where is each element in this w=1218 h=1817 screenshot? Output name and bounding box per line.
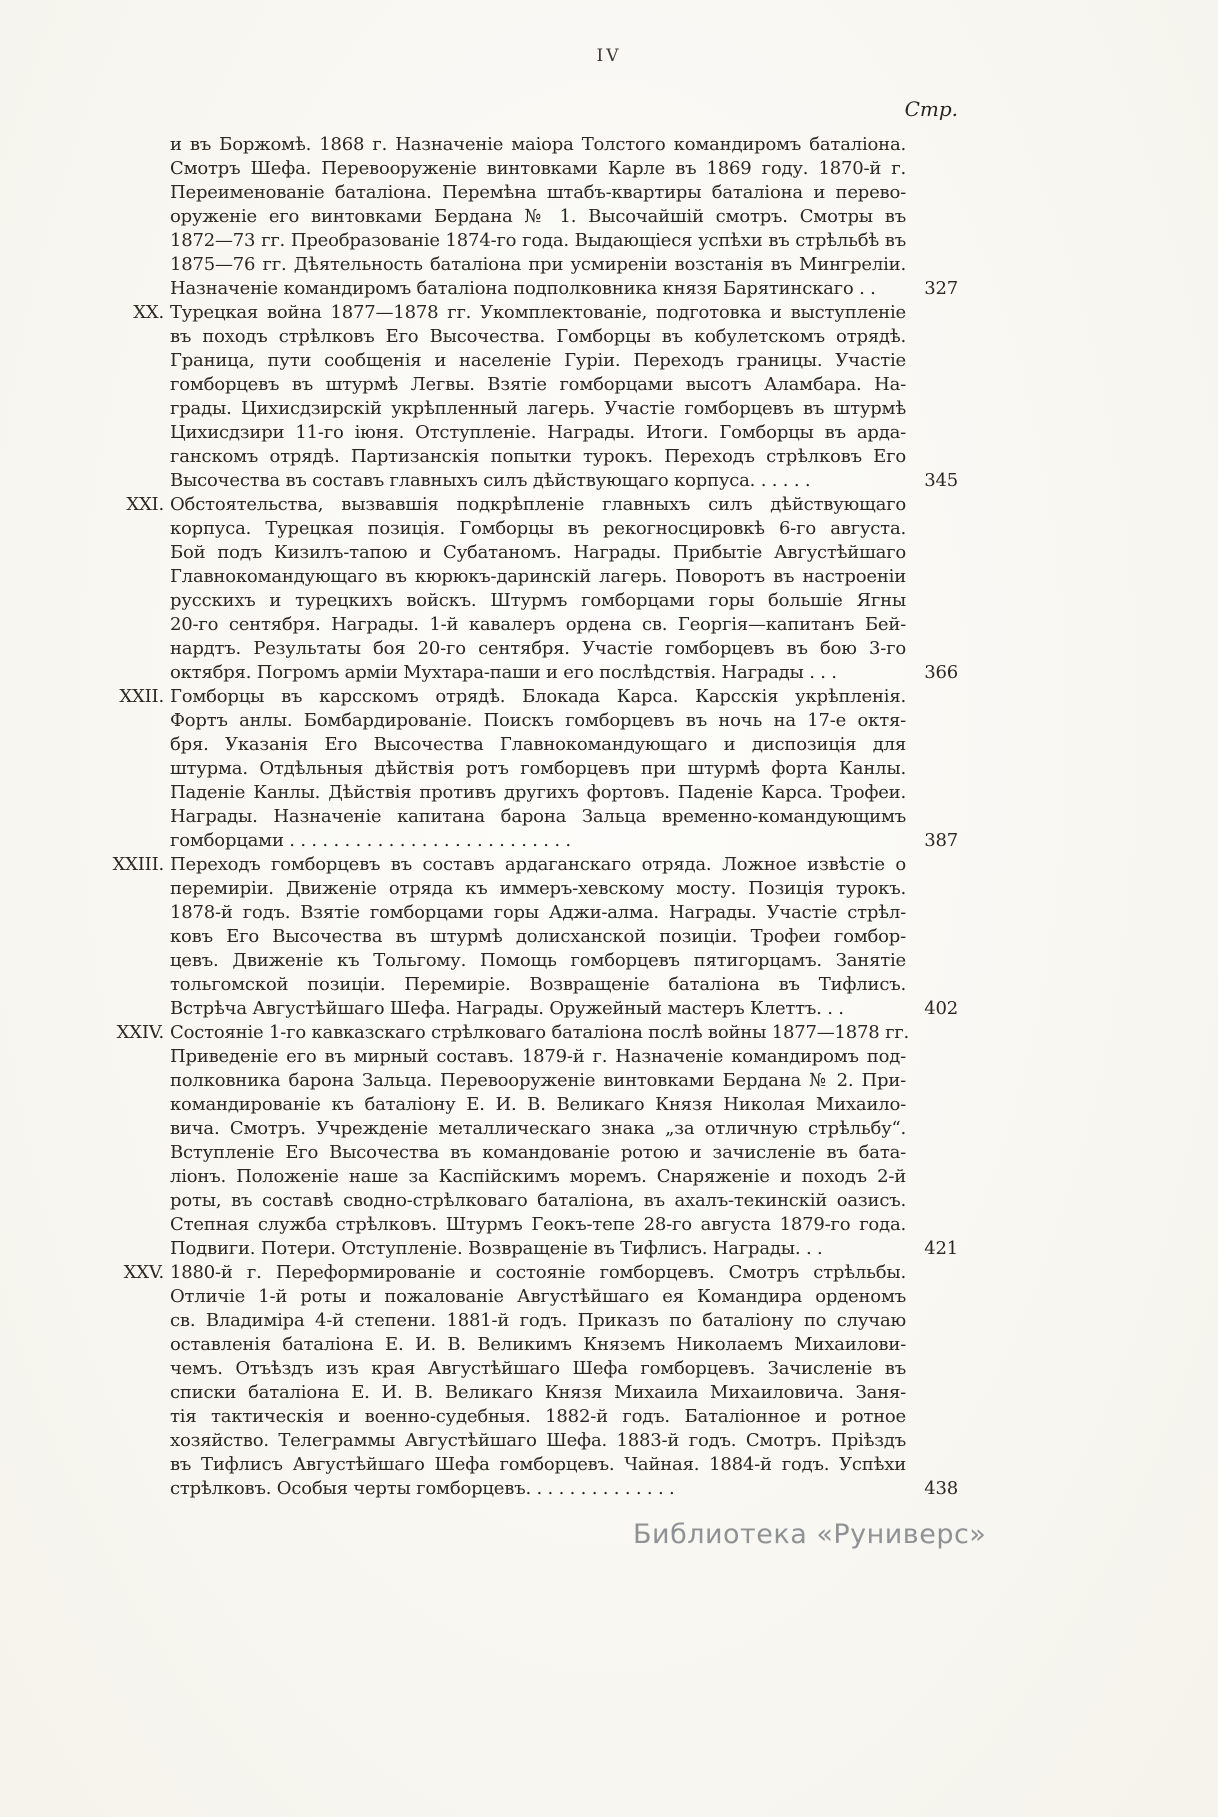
entry-line: ковъ Его Высочества въ штурмѣ долисханской позиціи. Трофеи гомбор- [170, 926, 906, 947]
entry-line: тольгомской позиціи. Перемиріе. Возвращеніе баталіона въ Тифлисъ. [170, 974, 906, 995]
page-column-header: Стр. [904, 97, 958, 121]
entry-line: Гомборцы въ карсскомъ отрядѣ. Блокада Карса. Карсскія укрѣпленія. [170, 686, 906, 707]
entry-lines [170, 493, 906, 685]
entry-line: 1878-й годъ. Взятіе гомборцами горы Аджи-алма. Награды. Участіе стрѣл- [170, 902, 906, 923]
chapter-numeral: XXI. [126, 494, 164, 515]
entry-line: хозяйство. Телеграммы Августѣйшаго Шефа. 1883-й годъ. Смотръ. Пріѣздъ [170, 1430, 906, 1451]
entry-line: ганскомъ отрядѣ. Партизанскія попытки турокъ. Переходъ стрѣлковъ Его [170, 446, 906, 467]
toc-entry [120, 493, 958, 685]
entry-page-number: 327 [924, 278, 958, 299]
entry-line: Подвиги. Потери. Отступленіе. Возвращеніе въ Тифлисъ. Награды. . . [170, 1238, 823, 1259]
folio-number: IV [596, 46, 622, 66]
entry-line: 1880-й г. Переформированіе и состояніе гомборцевъ. Смотръ стрѣльбы. [170, 1262, 906, 1283]
entry-line: 1875—76 гг. Дѣятельность баталіона при усмиреніи возстанія въ Мингреліи. [170, 254, 906, 275]
entry-line: русскихъ и турецкихъ войскъ. Штурмъ гомборцами горы большіе Ягны [170, 590, 906, 611]
entry-line: тія тактическія и военно-судебныя. 1882-й годъ. Баталіонное и ротное [170, 1406, 906, 1427]
chapter-numeral: XXIV. [116, 1022, 164, 1043]
chapter-numeral: XXIII. [112, 854, 164, 875]
entry-page-number: 438 [924, 1478, 958, 1499]
entry-line: гомборцами . . . . . . . . . . . . . . . . . . . . . . . . . . [170, 830, 571, 851]
entry-line: Паденіе Канлы. Дѣйствія противъ другихъ фортовъ. Паденіе Карса. Трофеи. [170, 782, 906, 803]
entry-line: Награды. Назначеніе капитана барона Зальца временно-командующимъ [170, 806, 906, 827]
entry-line: нардтъ. Результаты боя 20-го сентября. Участіе гомборцевъ въ бою 3-го [170, 638, 906, 659]
entry-line: цевъ. Движеніе къ Тольгому. Помощь гомборцевъ пятигорцамъ. Занятіе [170, 950, 906, 971]
entry-lines [170, 301, 906, 493]
entry-line: Высочества въ составъ главныхъ силъ дѣйствующаго корпуса. . . . . . [170, 470, 811, 491]
entry-line: Смотръ Шефа. Перевооруженіе винтовками Карле въ 1869 году. 1870-й г. [170, 158, 906, 179]
entry-page-number: 345 [924, 470, 958, 491]
toc-entry [120, 685, 958, 853]
entry-line: 1872—73 гг. Преобразованіе 1874-го года. Выдающіеся успѣхи въ стрѣльбѣ въ [170, 230, 906, 251]
chapter-numeral: XX. [133, 302, 164, 323]
entry-line: Главнокомандующаго въ кюрюкъ-даринскій лагерь. Поворотъ въ настроеніи [170, 566, 906, 587]
entry-lines [170, 853, 906, 1021]
entry-line: св. Владиміра 4-й степени. 1881-й годъ. Приказъ по баталіону по случаю [170, 1310, 906, 1331]
entry-line: Турецкая война 1877—1878 гг. Укомплектованіе, подготовка и выступленіе [170, 302, 906, 323]
entry-line: стрѣлковъ. Особыя черты гомборцевъ. . . . . . . . . . . . . . [170, 1478, 675, 1499]
entry-line: полковника барона Зальца. Перевооруженіе винтовками Бердана № 2. При- [170, 1070, 906, 1091]
entry-line: ліонъ. Положеніе наше за Каспійскимъ моремъ. Снаряженіе и походъ 2-й [170, 1166, 906, 1187]
library-watermark: Библиотека «Руниверс» [633, 1519, 987, 1550]
entry-lines [170, 133, 906, 301]
entry-line: и въ Боржомѣ. 1868 г. Назначеніе маіора Толстого командиромъ баталіона. [170, 134, 906, 155]
entry-line: роты, въ составѣ сводно-стрѣлковаго баталіона, въ ахалъ-текинскій оазисъ. [170, 1190, 906, 1211]
table-of-contents [112, 133, 958, 1501]
entry-line: въ походъ стрѣлковъ Его Высочества. Гомборцы въ кобулетскомъ отрядѣ. [170, 326, 906, 347]
entry-line: Переходъ гомборцевъ въ составъ ардаганскаго отряда. Ложное извѣстіе о [170, 854, 906, 875]
toc-entry [116, 1021, 958, 1261]
entry-line: Цихисдзири 11-го іюня. Отступленіе. Награды. Итоги. Гомборцы въ арда- [170, 422, 906, 443]
entry-line: Граница, пути сообщенія и населеніе Гуріи. Переходъ границы. Участіе [170, 350, 906, 371]
entry-lines [170, 685, 906, 853]
entry-line: штурма. Отдѣльныя дѣйствія ротъ гомборцевъ при штурмѣ форта Канлы. [170, 758, 906, 779]
entry-line: вича. Смотръ. Учрежденіе металлическаго знака „за отличную стрѣльбу“. [170, 1118, 906, 1139]
entry-line: корпуса. Турецкая позиція. Гомборцы въ рекогносцировкѣ 6-го августа. [170, 518, 906, 539]
entry-line: Степная служба стрѣлковъ. Штурмъ Геокъ-тепе 28-го августа 1879-го года. [170, 1214, 906, 1235]
entry-line: Назначеніе командиромъ баталіона подполковника князя Барятинскаго . . [170, 278, 876, 299]
entry-line: Вступленіе Его Высочества въ командованіе ротою и зачисленіе въ бата- [170, 1142, 906, 1163]
entry-line: перемиріи. Движеніе отряда къ иммеръ-хевскому мосту. Позиція турокъ. [170, 878, 906, 899]
entry-line: командированіе къ баталіону Е. И. В. Великаго Князя Николая Михаило- [170, 1094, 906, 1115]
entry-lines [170, 1261, 906, 1501]
entry-line: Состояніе 1-го кавказскаго стрѣлковаго баталіона послѣ войны 1877—1878 гг. [170, 1022, 910, 1043]
entry-line: въ Тифлисъ Августѣйшаго Шефа гомборцевъ. Чайная. 1884-й годъ. Успѣхи [170, 1454, 906, 1475]
entry-line: Бой подъ Кизилъ-тапою и Субатаномъ. Награды. Прибытіе Августѣйшаго [170, 542, 906, 563]
entry-line: списки баталіона Е. И. В. Великаго Князя Михаила Михаиловича. Заня- [170, 1382, 906, 1403]
entry-page-number: 402 [924, 998, 958, 1019]
entry-line: грады. Цихисдзирскій укрѣпленный лагерь. Участіе гомборцевъ въ штурмѣ [170, 398, 906, 419]
toc-entry [120, 1261, 958, 1501]
toc-entry [120, 133, 958, 301]
toc-entry [112, 853, 958, 1021]
entry-line: Обстоятельства, вызвавшія подкрѣпленіе главныхъ силъ дѣйствующаго [170, 494, 906, 515]
toc-entry [120, 301, 958, 493]
entry-line: чемъ. Отъѣздъ изъ края Августѣйшаго Шефа гомборцевъ. Зачисленіе въ [170, 1358, 906, 1379]
entry-line: Отличіе 1-й роты и пожалованіе Августѣйшаго ея Командира орденомъ [170, 1286, 906, 1307]
entry-line: гомборцевъ въ штурмѣ Легвы. Взятіе гомборцами высотъ Аламбара. На- [170, 374, 906, 395]
entry-line: оруженіе его винтовками Бердана № 1. Высочайшій смотръ. Смотры въ [170, 206, 906, 227]
entry-line: Фортъ анлы. Бомбардированіе. Поискъ гомборцевъ въ ночь на 17-е октя- [170, 710, 906, 731]
entry-line: 20-го сентября. Награды. 1-й кавалеръ ордена св. Георгія—капитанъ Бей- [170, 614, 906, 635]
entry-lines [170, 1021, 910, 1261]
entry-page-number: 366 [924, 662, 958, 683]
entry-line: октября. Погромъ арміи Мухтара-паши и его послѣдствія. Награды . . . [170, 662, 837, 683]
entry-line: оставленія баталіона Е. И. В. Великимъ Княземъ Николаемъ Михаилови- [170, 1334, 906, 1355]
entry-page-number: 421 [924, 1238, 958, 1259]
entry-page-number: 387 [924, 830, 958, 851]
entry-line: бря. Указанія Его Высочества Главнокомандующаго и диспозиція для [170, 734, 906, 755]
entry-line: Приведеніе его въ мирный составъ. 1879-й г. Назначеніе командиромъ под- [170, 1046, 906, 1067]
chapter-numeral: XXV. [123, 1262, 164, 1283]
entry-line: Переименованіе баталіона. Перемѣна штабъ-квартиры баталіона и перево- [170, 182, 906, 203]
entry-line: Встрѣча Августѣйшаго Шефа. Награды. Оружейный мастеръ Клеттъ. . . [170, 998, 844, 1019]
chapter-numeral: XXII. [119, 686, 164, 707]
